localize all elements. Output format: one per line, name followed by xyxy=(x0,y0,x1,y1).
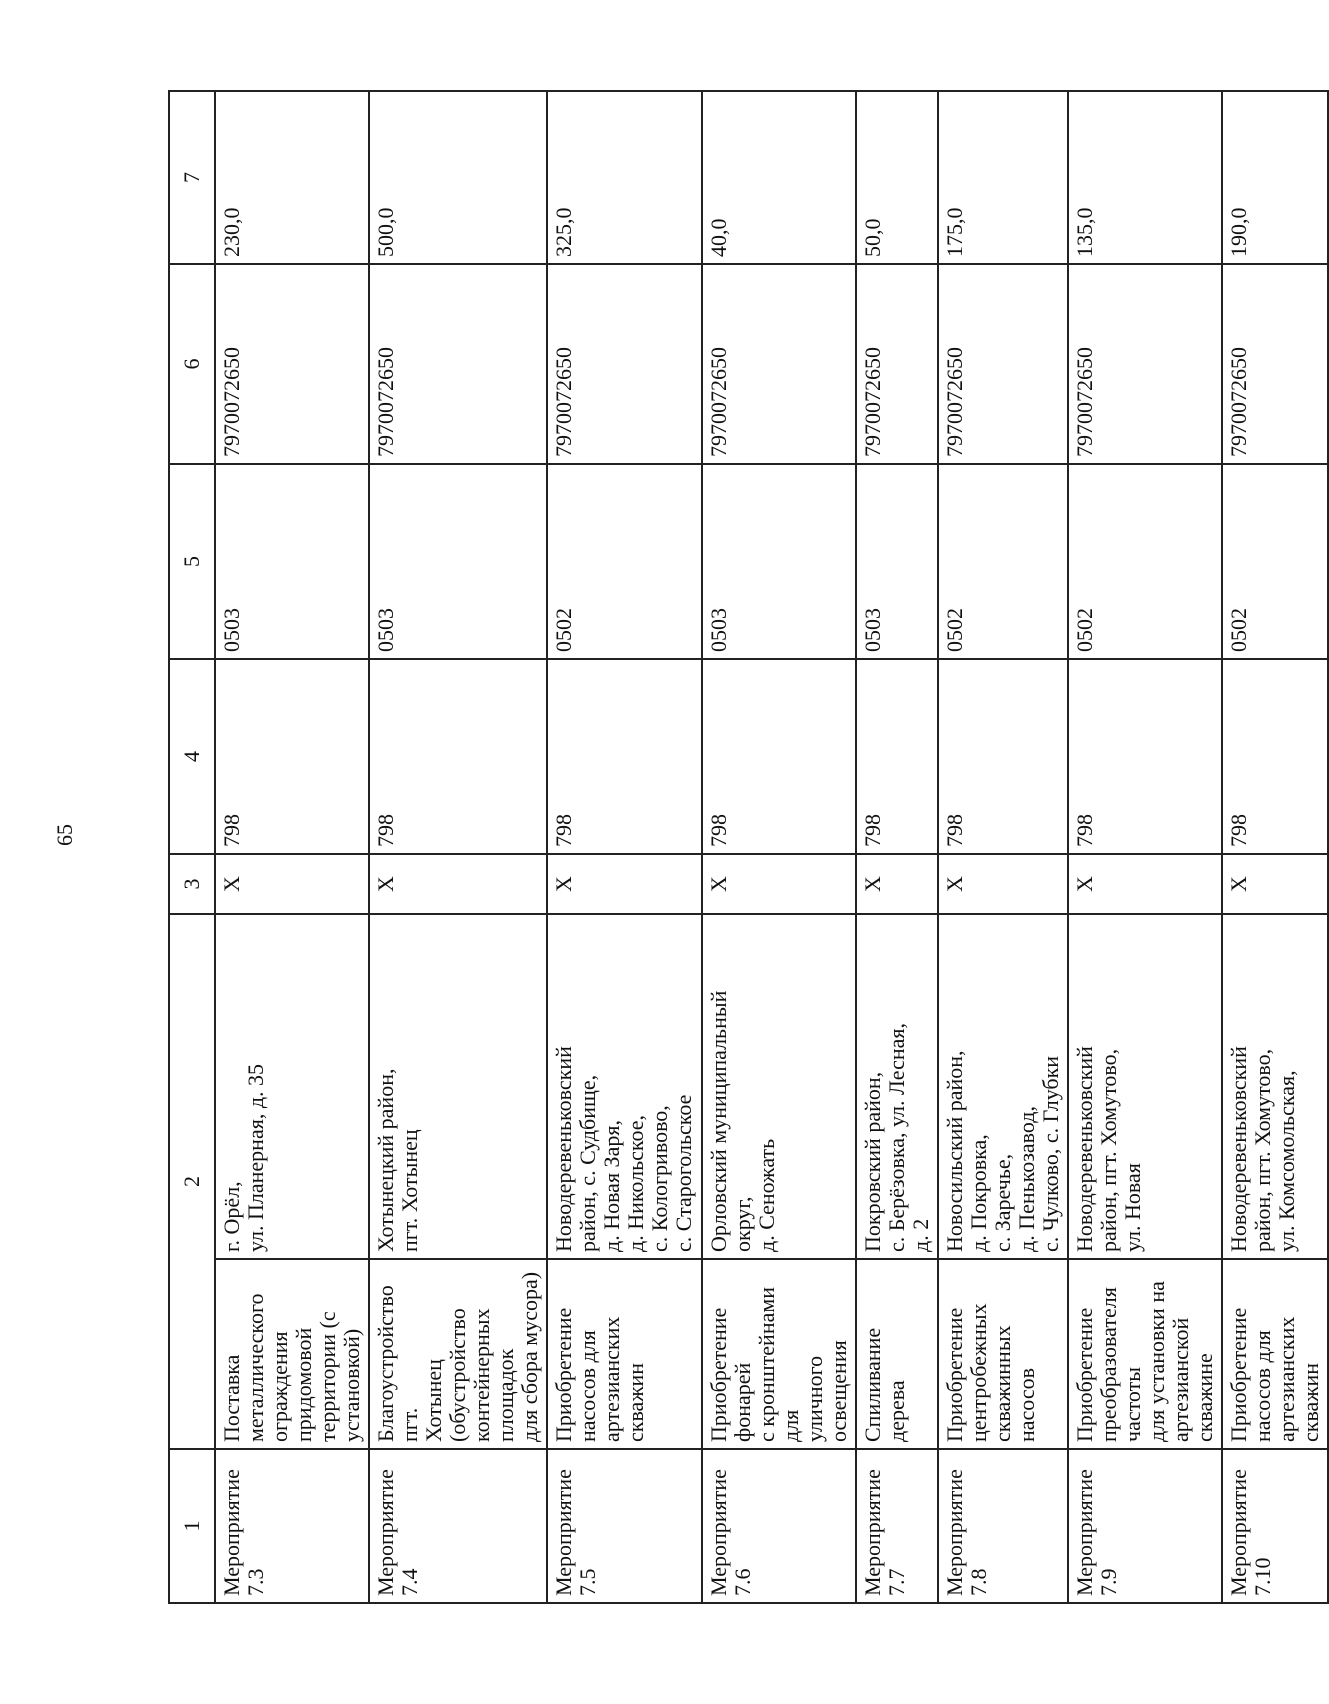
target-article-cell: 7970072650 xyxy=(938,264,1068,464)
mark-cell: X xyxy=(702,854,856,914)
description-cell: Поставка металлического ограждения придомовой территории (с установкой) xyxy=(215,1259,369,1449)
section-code-cell: 0503 xyxy=(856,464,938,659)
amount-cell: 40,0 xyxy=(702,91,856,264)
amount-cell: 175,0 xyxy=(938,91,1068,264)
table-row xyxy=(856,91,938,1603)
mark-cell: X xyxy=(938,854,1068,914)
event-cell: Мероприятие 7.3 xyxy=(215,1449,369,1603)
rotated-table-container xyxy=(168,92,1323,1604)
code-cell: 798 xyxy=(1222,659,1328,854)
location-cell: Покровский район, с. Берёзовка, ул. Лесная, д. 2 xyxy=(856,914,938,1259)
section-code-cell: 0502 xyxy=(547,464,702,659)
target-article-cell: 7970072650 xyxy=(702,264,856,464)
code-cell: 798 xyxy=(547,659,702,854)
amount-cell: 135,0 xyxy=(1068,91,1222,264)
event-cell: Мероприятие 7.6 xyxy=(702,1449,856,1603)
code-cell: 798 xyxy=(856,659,938,854)
table-row xyxy=(938,91,1068,1603)
column-header: 4 xyxy=(169,659,215,854)
target-article-cell: 7970072650 xyxy=(547,264,702,464)
mark-cell: X xyxy=(1068,854,1222,914)
table-row xyxy=(369,91,547,1603)
section-code-cell: 0503 xyxy=(215,464,369,659)
description-cell: Благоустройство пгт. Хотынец (обустройство контейнерных площадок для сбора мусора) xyxy=(369,1259,547,1449)
amount-cell: 325,0 xyxy=(547,91,702,264)
mark-cell: X xyxy=(856,854,938,914)
amount-cell: 500,0 xyxy=(369,91,547,264)
section-code-cell: 0503 xyxy=(702,464,856,659)
code-cell: 798 xyxy=(369,659,547,854)
description-cell: Приобретение центробежных скважинных насосов xyxy=(938,1259,1068,1449)
column-header: 6 xyxy=(169,264,215,464)
code-cell: 798 xyxy=(1068,659,1222,854)
mark-cell: X xyxy=(547,854,702,914)
table-row xyxy=(1068,91,1222,1603)
page-number: 65 xyxy=(52,824,77,846)
location-cell: Орловский муниципальный округ, д. Сеножать xyxy=(702,914,856,1259)
location-cell: Новосильский район, д. Покровка, с. Заречье, д. Пенькозавод, с. Чулково, с. Глубки xyxy=(938,914,1068,1259)
budget-table xyxy=(168,90,1329,1604)
section-code-cell: 0502 xyxy=(938,464,1068,659)
section-code-cell: 0503 xyxy=(369,464,547,659)
location-cell: г. Орёл, ул. Планерная, д. 35 xyxy=(215,914,369,1259)
location-cell: Новодеревеньковский район, пгт. Хомутово, ул. Новая xyxy=(1068,914,1222,1259)
mark-cell: X xyxy=(369,854,547,914)
header-row xyxy=(169,91,215,1603)
target-article-cell: 7970072650 xyxy=(1222,264,1328,464)
event-cell: Мероприятие 7.7 xyxy=(856,1449,938,1603)
location-cell: Новодеревеньковский район, пгт. Хомутово, ул. Комсомольская, xyxy=(1222,914,1328,1259)
table-row xyxy=(702,91,856,1603)
amount-cell: 190,0 xyxy=(1222,91,1328,264)
amount-cell: 230,0 xyxy=(215,91,369,264)
description-cell: Приобретение насосов для артезианских скважин xyxy=(1222,1259,1328,1449)
event-cell: Мероприятие 7.9 xyxy=(1068,1449,1222,1603)
description-cell: Спиливание дерева xyxy=(856,1259,938,1449)
mark-cell: X xyxy=(1222,854,1328,914)
code-cell: 798 xyxy=(215,659,369,854)
event-cell: Мероприятие 7.5 xyxy=(547,1449,702,1603)
column-header: 3 xyxy=(169,854,215,914)
column-header: 5 xyxy=(169,464,215,659)
table-row xyxy=(1222,91,1328,1603)
table-row xyxy=(547,91,702,1603)
target-article-cell: 7970072650 xyxy=(215,264,369,464)
table-row xyxy=(215,91,369,1603)
location-cell: Хотынецкий район, пгт. Хотынец xyxy=(369,914,547,1259)
column-header: 7 xyxy=(169,91,215,264)
amount-cell: 50,0 xyxy=(856,91,938,264)
event-cell: Мероприятие 7.10 xyxy=(1222,1449,1328,1603)
description-cell: Приобретение фонарей с кронштейнами для уличного освещения xyxy=(702,1259,856,1449)
mark-cell: X xyxy=(215,854,369,914)
event-cell: Мероприятие 7.4 xyxy=(369,1449,547,1603)
column-header: 2 xyxy=(169,914,215,1449)
target-article-cell: 7970072650 xyxy=(369,264,547,464)
code-cell: 798 xyxy=(702,659,856,854)
event-cell: Мероприятие 7.8 xyxy=(938,1449,1068,1603)
section-code-cell: 0502 xyxy=(1222,464,1328,659)
target-article-cell: 7970072650 xyxy=(856,264,938,464)
location-cell: Новодеревеньковский район, с. Судбище, д. Новая Заря, д. Никольское, с. Кологривово, с. Старогольское xyxy=(547,914,702,1259)
target-article-cell: 7970072650 xyxy=(1068,264,1222,464)
column-header: 1 xyxy=(169,1449,215,1603)
description-cell: Приобретение преобразователя частоты для установки на артезианской скважине xyxy=(1068,1259,1222,1449)
code-cell: 798 xyxy=(938,659,1068,854)
section-code-cell: 0502 xyxy=(1068,464,1222,659)
description-cell: Приобретение насосов для артезианских скважин xyxy=(547,1259,702,1449)
